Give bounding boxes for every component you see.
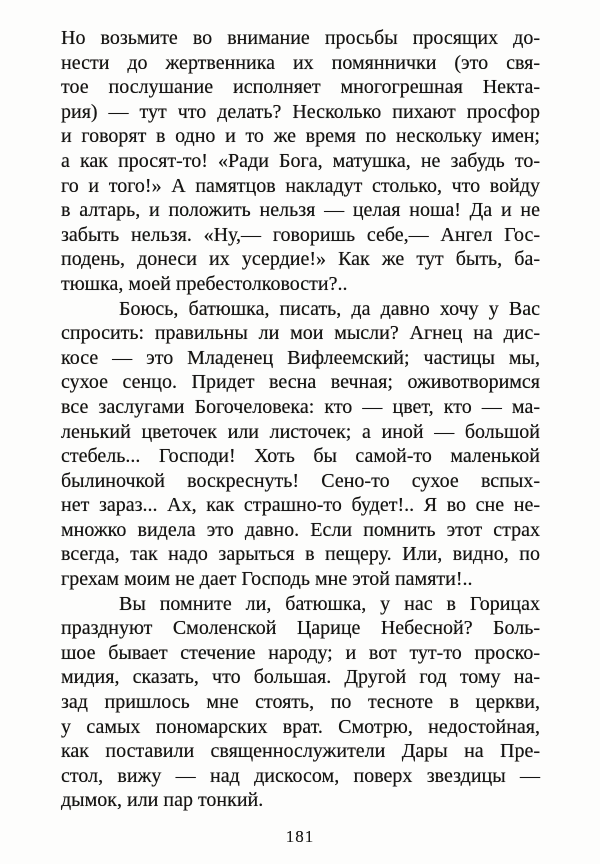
text-line: мидия, сказать, что большая. Другой год тому на- bbox=[61, 666, 540, 689]
text-line: празднуют Смоленской Царице Небесной? Боль- bbox=[61, 617, 540, 640]
text-line: стебель... Господи! Хоть бы самой-то маленькой bbox=[61, 445, 540, 468]
text-line: подень, донеси их усердие!» Как же тут быть, ба- bbox=[61, 248, 540, 271]
text-line: косе — это Младенец Вифлеемский; частицы мы, bbox=[61, 346, 540, 369]
text-line: Но возьмите во внимание просьбы просящих до- bbox=[61, 27, 540, 49]
text-line: тюшка, моей пребестолковости?.. bbox=[61, 272, 348, 295]
text-line: дымок, или пар тонкий. bbox=[61, 789, 264, 812]
text-line: Вы помните ли, батюшка, у нас в Горицах bbox=[119, 592, 540, 615]
page-text bbox=[61, 26, 540, 813]
text-line: все заслугами Богочеловека: кто — цвет, кто — ма- bbox=[61, 395, 540, 418]
text-line: былиночкой воскреснуть! Сено-то сухое вспых- bbox=[61, 469, 540, 492]
text-line: грехам моим не дает Господь мне этой памяти!.. bbox=[61, 568, 473, 591]
text-line: го и того!» А памятцов накладут столько, что войду bbox=[61, 174, 540, 197]
text-line: и говорят в одно и то же время по нескольку имен; bbox=[61, 125, 540, 148]
text-line: шое бывает стечение народу; и вот тут-то проско- bbox=[61, 641, 540, 664]
text-line: а как просят-то! «Ради Бога, матушка, не забудь то- bbox=[61, 149, 540, 172]
text-line: ленький цветочек или листочек; а иной — большой bbox=[61, 420, 540, 443]
text-line: всегда, так надо зарыться в пещеру. Или, видно, по bbox=[61, 543, 540, 566]
text-line: Боюсь, батюшка, писать, да давно хочу у Вас bbox=[119, 297, 540, 320]
text-line: в алтарь, и положить нельзя — целая ноша! Да и не bbox=[61, 199, 540, 222]
text-line: множко видела это давно. Если помнить этот страх bbox=[61, 518, 540, 541]
text-line: забыть нельзя. «Ну,— говоришь себе,— Ангел Гос- bbox=[61, 223, 540, 246]
text-line: тое послушание исполняет многогрешная Некта- bbox=[61, 76, 540, 99]
text-line: нет зараз... Ах, как страшно-то будет!.. Я во сне не- bbox=[61, 494, 540, 517]
text-line: нести до жертвенника их помяннички (это свя- bbox=[61, 51, 540, 74]
page-number: 181 bbox=[285, 827, 315, 846]
paragraph bbox=[61, 297, 540, 592]
text-line: спросить: правильны ли мои мысли? Агнец на дис- bbox=[61, 322, 540, 345]
text-line: сухое сенцо. Придет весна вечная; оживотворимся bbox=[61, 371, 540, 394]
text-line: у самых пономарских врат. Смотрю, недостойная, bbox=[61, 715, 540, 738]
text-line: зад пришлось мне стоять, по тесноте в церкви, bbox=[61, 691, 540, 714]
text-line: как поставили священнослужители Дары на Пре- bbox=[61, 740, 540, 763]
text-line: стол, вижу — над дискосом, поверх звездицы — bbox=[61, 764, 540, 787]
text-line: рия) — тут что делать? Несколько пихают просфор bbox=[61, 100, 540, 123]
paragraph bbox=[61, 592, 540, 813]
paragraph bbox=[61, 26, 540, 297]
